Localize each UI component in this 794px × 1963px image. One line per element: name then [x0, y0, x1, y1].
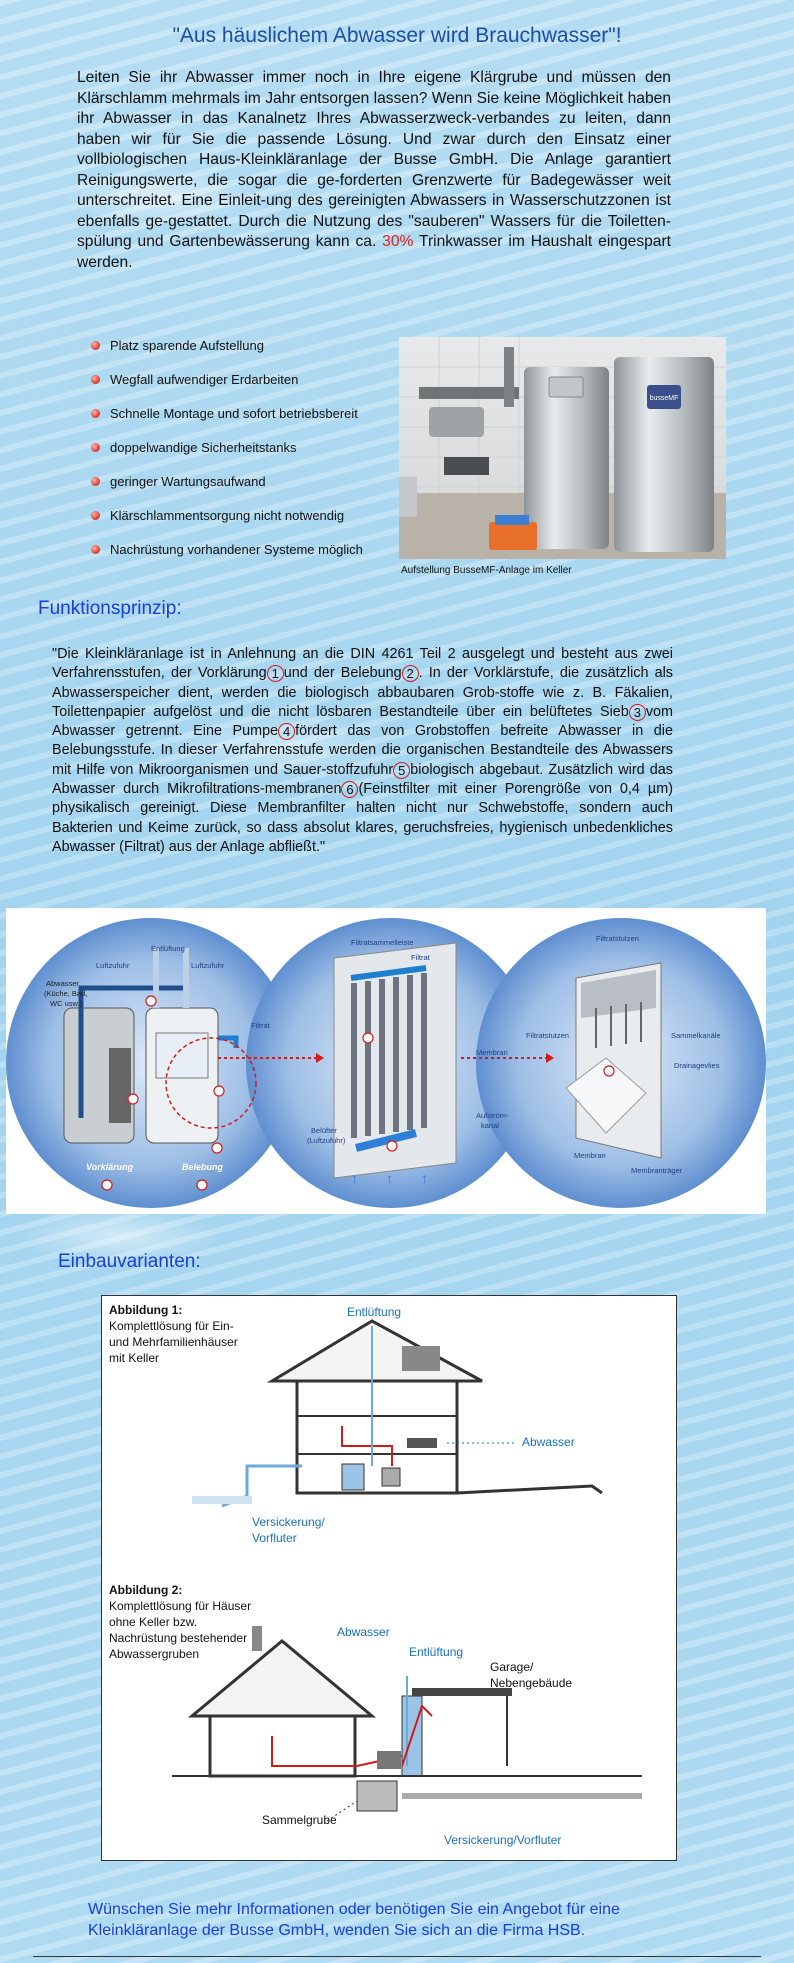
function-text: biologisch abgebaut. Zusätzlich wird das Abwasser durch Mikrofiltrations-membranen — [52, 761, 673, 798]
label-belueftler-sub: (Luftzufuhr) — [307, 1136, 346, 1145]
list-item — [90, 474, 390, 508]
bullet-icon — [91, 545, 100, 554]
list-item — [90, 372, 390, 406]
abb2-line-4: Abwassergruben — [109, 1647, 200, 1661]
label-belebung: Belebung — [182, 1162, 224, 1172]
label-filtrat-2: Filtrat — [411, 953, 430, 962]
label-luftzufuhr-right: Luftzufuhr — [191, 961, 225, 970]
svg-text:↑: ↑ — [351, 1170, 358, 1186]
list-item — [90, 508, 390, 542]
abb1-title: Abbildung 1: — [109, 1303, 183, 1317]
function-text: . In der Vorklärstufe, die zusätzlich als Abwasserspeicher dient, werden die biologisch abbaubaren Grob-stoffe wie z. B. Fäkalien, Toilettenpapier aufgelöst und die nicht lösbaren Bestandteile über ein belüftetes Sieb — [52, 665, 673, 720]
abb2-line-2: ohne Keller bzw. — [109, 1615, 198, 1629]
label-membran: Membran — [476, 1048, 508, 1057]
divider — [33, 1956, 761, 1957]
label-filtratsammelleiste: Filtratsammelleiste — [351, 938, 414, 947]
label-abwasser: Abwasser — [46, 979, 79, 988]
section-heading-funktion: Funktionsprinzip: — [38, 598, 182, 619]
process-diagram-svg — [6, 908, 766, 1214]
step-number-2: 2 — [402, 665, 419, 682]
list-item — [90, 406, 390, 440]
list-item — [90, 338, 390, 372]
section-heading-einbau: Einbauvarianten: — [58, 1251, 201, 1272]
function-text: (Feinstfilter mit einer Porengröße von 0,4 µm) physikalisch gereinigt. Diese Membranfilter halten nicht nur Schwebstoffe, sondern auch Bakterien und Keime zurück, so dass absolut klares, geruchsfreies, hygienisch unbedenkliches Abwasser (Filtrat) aus der Anlage abfließt." — [52, 781, 673, 855]
list-item — [90, 440, 390, 474]
abb2-abwasser: Abwasser — [337, 1625, 390, 1639]
abb2-line-3: Nachrüstung bestehender — [109, 1631, 248, 1645]
intro-paragraph — [77, 68, 671, 273]
label-drainagevlies: Drainagevlies — [674, 1061, 720, 1070]
photo-caption: Aufstellung BusseMF-Anlage im Keller — [401, 565, 572, 576]
bullet-icon — [91, 511, 100, 520]
function-text: fördert das von Grobstoffen befreite Abwasser in die Belebungsstufe. In dieser Verfahrensstufe werden die organischen Bestandteile des Abwassers mit Hilfe von Mikroorganismen und Sauer-stoffzufuhr — [52, 723, 673, 778]
label-membrantraeger: Membranträger — [631, 1166, 683, 1175]
bullet-icon — [91, 443, 100, 452]
abb2-sammelgrube: Sammelgrube — [262, 1813, 337, 1827]
label-abwasser-sub2: WC usw.) — [50, 999, 83, 1008]
label-aufstroem-sub: kanal — [481, 1121, 499, 1130]
process-diagram — [6, 908, 766, 1214]
label-filtratstutzen-3: Filtratstutzen — [596, 934, 639, 943]
label-entlueftung: Entlüftung — [151, 944, 185, 953]
step-number-3: 3 — [629, 704, 646, 721]
intro-text-1: Leiten Sie ihr Abwasser immer noch in Ihre eigene Klärgrube und müssen den Klärschlamm mehrmals im Jahr entsorgen lassen? Wenn Sie keine Möglichkeit haben ihr Abwasser in das Kanalnetz Ihres Abwasserzweck-verbandes zu leiten, dann haben wir für Sie die passende Lösung. Und zwar durch den Einsatz einer vollbiologischen Haus-Kleinkläranlage der Busse GmbH. Die Anlage garantiert Reinigungswerte, die sogar die ge-forderten Grenzwerte für Badegewässer weit unterschreitet. Eine Einleit-ung des gereinigten Abwassers in Wasserschutzzonen ist ebenfalls ge-gestattet. Durch die Nutzung des "sauberen" Wassers für die Toiletten-spülung und Gartenbewässerung kann ca. — [77, 69, 671, 250]
feature-label: Schnelle Montage und sofort betriebsbereit — [110, 406, 358, 421]
step-number-4: 4 — [278, 723, 295, 740]
label-belueftler: Belüfter — [311, 1126, 337, 1135]
step-number-6: 6 — [341, 781, 358, 798]
label-luftzufuhr-left: Luftzufuhr — [96, 961, 130, 970]
photo-illustration — [399, 337, 726, 559]
function-text: vom Abwasser getrennt. Eine Pumpe — [52, 703, 673, 740]
abb1-versickerung-2: Vorfluter — [252, 1531, 297, 1545]
label-vorklaerung: Vorklärung — [86, 1162, 134, 1172]
abb1-entlueftung: Entlüftung — [347, 1305, 402, 1319]
abb2-versickerung: Versickerung/Vorfluter — [444, 1833, 562, 1847]
intro-text-2: Trinkwasser im Haushalt eingespart werden. — [77, 233, 671, 271]
bullet-icon — [91, 341, 100, 350]
abb2-line-1: Komplettlösung für Häuser — [109, 1599, 252, 1613]
abb2-garage-1: Garage/ — [490, 1660, 534, 1674]
label-aufstroem: Aufström- — [476, 1111, 509, 1120]
feature-list — [90, 338, 390, 576]
bullet-icon — [91, 477, 100, 486]
label-abwasser-sub: (Küche, Bad, — [44, 989, 88, 998]
abb2-entlueftung: Entlüftung — [409, 1645, 464, 1659]
function-paragraph — [52, 645, 673, 857]
feature-label: Klärschlammentsorgung nicht notwendig — [110, 508, 345, 523]
abb1-line-1: Komplettlösung für Ein- — [109, 1319, 234, 1333]
footer-contact-text: Wünschen Sie mehr Informationen oder benötigen Sie ein Angebot für eine Kleinkläranlage der Busse GmbH, wenden Sie sich an die Firma HSB. — [88, 1901, 620, 1939]
abb1-abwasser: Abwasser — [522, 1435, 575, 1449]
step-number-5: 5 — [393, 762, 410, 779]
label-sammelkanaele: Sammelkanäle — [671, 1031, 721, 1040]
photo-brand: busseMF — [649, 395, 679, 402]
step-number-1: 1 — [267, 665, 284, 682]
label-membran-3: Membran — [574, 1151, 606, 1160]
feature-label: doppelwandige Sicherheitstanks — [110, 440, 297, 455]
intro-percent: 30% — [382, 233, 414, 250]
feature-label: Platz sparende Aufstellung — [110, 338, 264, 353]
feature-label: Nachrüstung vorhandener Systeme möglich — [110, 542, 363, 557]
feature-label: geringer Wartungsaufwand — [110, 474, 266, 489]
label-filtratstutzen: Filtratstutzen — [526, 1031, 569, 1040]
bullet-icon — [91, 409, 100, 418]
feature-label: Wegfall aufwendiger Erdarbeiten — [110, 372, 299, 387]
installation-variants-svg — [102, 1296, 676, 1860]
abb1-line-3: mit Keller — [109, 1351, 160, 1365]
list-item — [90, 542, 390, 576]
abb1-line-2: und Mehrfamilienhäuser — [109, 1335, 238, 1349]
installation-variants-figure — [101, 1295, 677, 1861]
installation-photo — [399, 337, 726, 559]
svg-text:↑: ↑ — [386, 1170, 393, 1186]
bullet-icon — [91, 375, 100, 384]
svg-text:↑: ↑ — [421, 1170, 428, 1186]
abb2-garage-2: Nebengebäude — [490, 1676, 573, 1690]
function-text: "Die Kleinkläranlage ist in Anlehnung an die DIN 4261 Teil 2 ausgelegt und besteht aus zwei Verfahrensstufen, der Vorklärung — [52, 646, 673, 682]
function-text: und der Belebung — [283, 665, 402, 682]
abb1-versickerung-1: Versickerung/ — [252, 1515, 325, 1529]
label-filtrat: Filtrat — [251, 1021, 270, 1030]
page-title: "Aus häuslichem Abwasser wird Brauchwasser"! — [172, 24, 622, 47]
abb2-title: Abbildung 2: — [109, 1583, 183, 1597]
